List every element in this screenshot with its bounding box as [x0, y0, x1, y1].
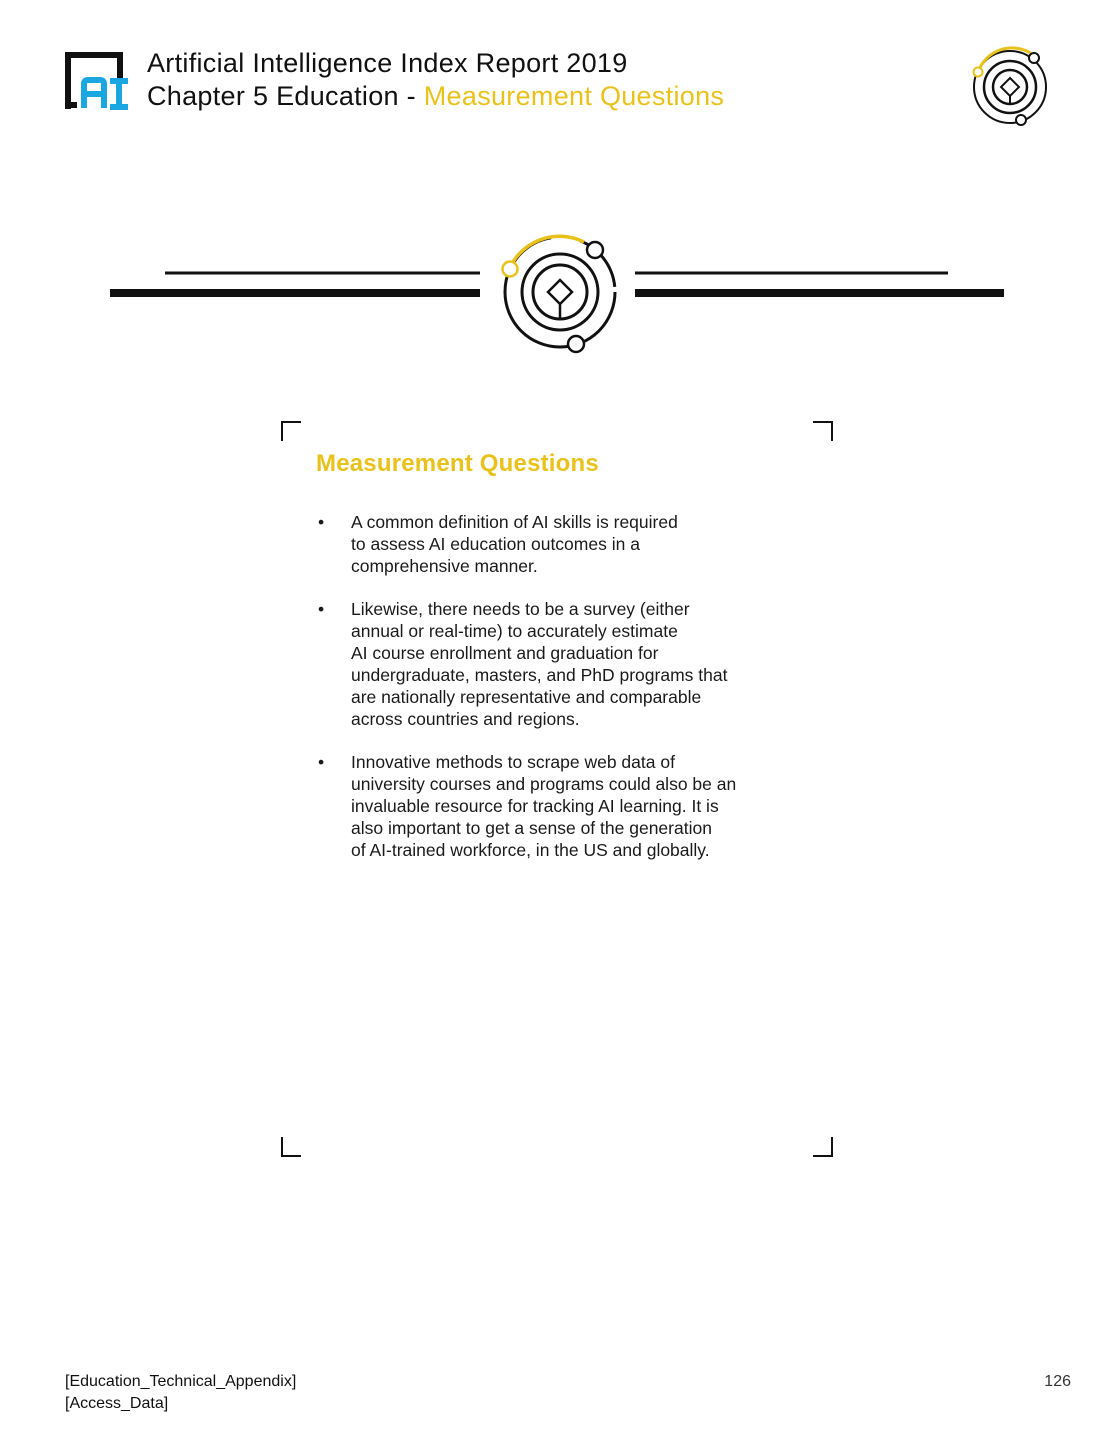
- chapter-section: Measurement Questions: [423, 81, 725, 111]
- section-divider: [100, 228, 1020, 358]
- frame-corner-top-right: [813, 421, 833, 441]
- bullet-item: [316, 751, 786, 861]
- bullet-text: Innovative methods to scrape web data of university courses and programs could also be an invaluable resource for tracking AI learning. It is also important to get a sense of the generation of AI-trained workforce, in the US and globally.: [351, 752, 737, 860]
- chapter-title: [147, 80, 724, 113]
- divider-orbit-emblem-icon: [503, 236, 616, 352]
- bullet-icon: •: [318, 512, 325, 532]
- bullet-icon: •: [318, 752, 325, 772]
- bullet-text: A common definition of AI skills is required to assess AI education outcomes in a comprehensive manner.: [351, 512, 678, 576]
- chapter-prefix: Chapter 5 Education -: [147, 81, 424, 111]
- section-title: Measurement Questions: [316, 450, 599, 477]
- orbit-emblem-icon: [968, 46, 1052, 128]
- bullet-icon: •: [318, 599, 325, 619]
- frame-corner-bottom-left: [281, 1137, 301, 1157]
- frame-corner-bottom-right: [813, 1137, 833, 1157]
- link-access-data[interactable]: [Access_Data]: [65, 1395, 169, 1412]
- header-title: [147, 47, 724, 113]
- link-education-technical-appendix[interactable]: [Education_Technical_Appendix]: [65, 1373, 297, 1390]
- bullet-text: Likewise, there needs to be a survey (either annual or real-time) to accurately estimate AI course enrollment and graduation for undergraduate, masters, and PhD programs that are nationally representative and comparable across countries and regions.: [351, 599, 728, 729]
- report-title: Artificial Intelligence Index Report 2019: [147, 48, 628, 78]
- footer-links: [65, 1371, 296, 1415]
- bullet-item: [316, 511, 786, 577]
- frame-corner-top-left: [281, 421, 301, 441]
- ai-logo-icon: [64, 50, 132, 112]
- bullet-item: [316, 598, 786, 730]
- page-number: 126: [1044, 1373, 1071, 1390]
- bullet-list: [316, 511, 786, 882]
